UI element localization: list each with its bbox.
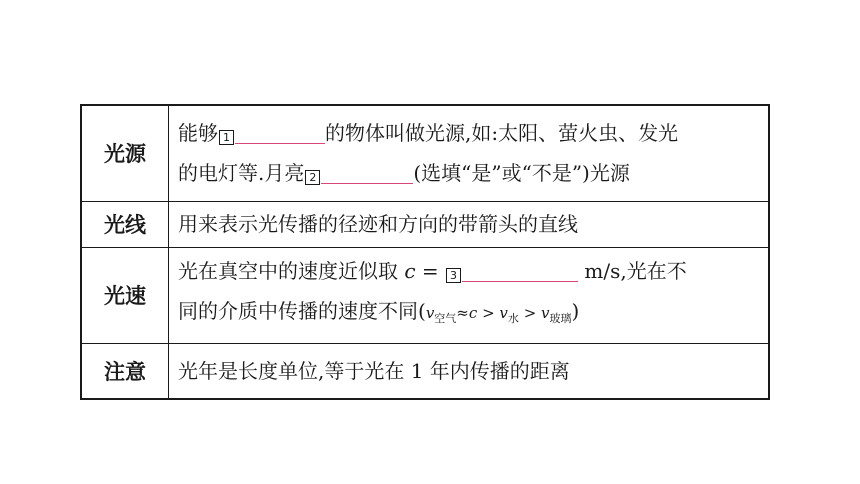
row-label-light-ray: 光线 <box>81 201 169 247</box>
subscript-air: 空气 <box>434 312 457 325</box>
row-content-light-ray: 用来表示光传播的径迹和方向的带箭头的直线 <box>169 201 770 247</box>
speed-comparison-formula <box>425 304 572 325</box>
text-segment: ,光在不 <box>620 259 687 283</box>
symbol-v: v <box>541 304 550 322</box>
blank-number-badge: 1 <box>219 130 234 145</box>
answer-blank-1[interactable] <box>235 123 325 144</box>
text-segment: 的电灯等.月亮 <box>178 161 305 186</box>
blank-number-badge: 2 <box>305 170 320 185</box>
text-segment: ) <box>571 299 580 323</box>
table-row-note <box>81 343 769 399</box>
greater-than-sign: > <box>523 304 537 322</box>
blank-number-badge: 3 <box>446 268 461 283</box>
symbol-v: v <box>499 304 508 322</box>
row-label-light-source: 光源 <box>81 105 169 201</box>
symbol-v: v <box>425 304 435 322</box>
answer-blank-3[interactable] <box>462 261 578 282</box>
table-row-light-ray <box>81 201 769 247</box>
table-row-light-source <box>81 105 769 201</box>
row-content-note: 光年是长度单位,等于光在 1 年内传播的距离 <box>169 343 770 399</box>
greater-than-sign: > <box>482 304 495 322</box>
speed-symbol-c: c <box>404 259 416 283</box>
row-label-light-speed: 光速 <box>81 247 169 343</box>
text-segment: 能够 <box>178 121 218 146</box>
answer-blank-2[interactable] <box>321 163 413 184</box>
content-line <box>178 153 762 193</box>
content-line <box>178 291 762 339</box>
equals-sign: = <box>421 259 439 283</box>
content-line <box>178 251 762 291</box>
row-content-light-speed <box>169 247 770 343</box>
unit-label: m/s <box>584 259 621 283</box>
content-line <box>178 113 762 153</box>
subscript-water: 水 <box>507 312 519 325</box>
approx-sign: ≈ <box>456 304 469 322</box>
row-label-note: 注意 <box>81 343 169 399</box>
symbol-c: c <box>468 304 478 322</box>
knowledge-table <box>80 104 770 400</box>
row-content-light-source <box>169 105 770 201</box>
table-row-light-speed <box>81 247 769 343</box>
text-segment: 同的介质中传播的速度不同( <box>178 299 426 323</box>
text-segment: 的物体叫做光源,如:太阳、萤火虫、发光 <box>325 121 679 146</box>
subscript-glass: 玻璃 <box>549 312 572 325</box>
text-segment: 光在真空中的速度近似取 <box>178 259 398 283</box>
text-segment: (选填“是”或“不是”)光源 <box>413 161 630 186</box>
